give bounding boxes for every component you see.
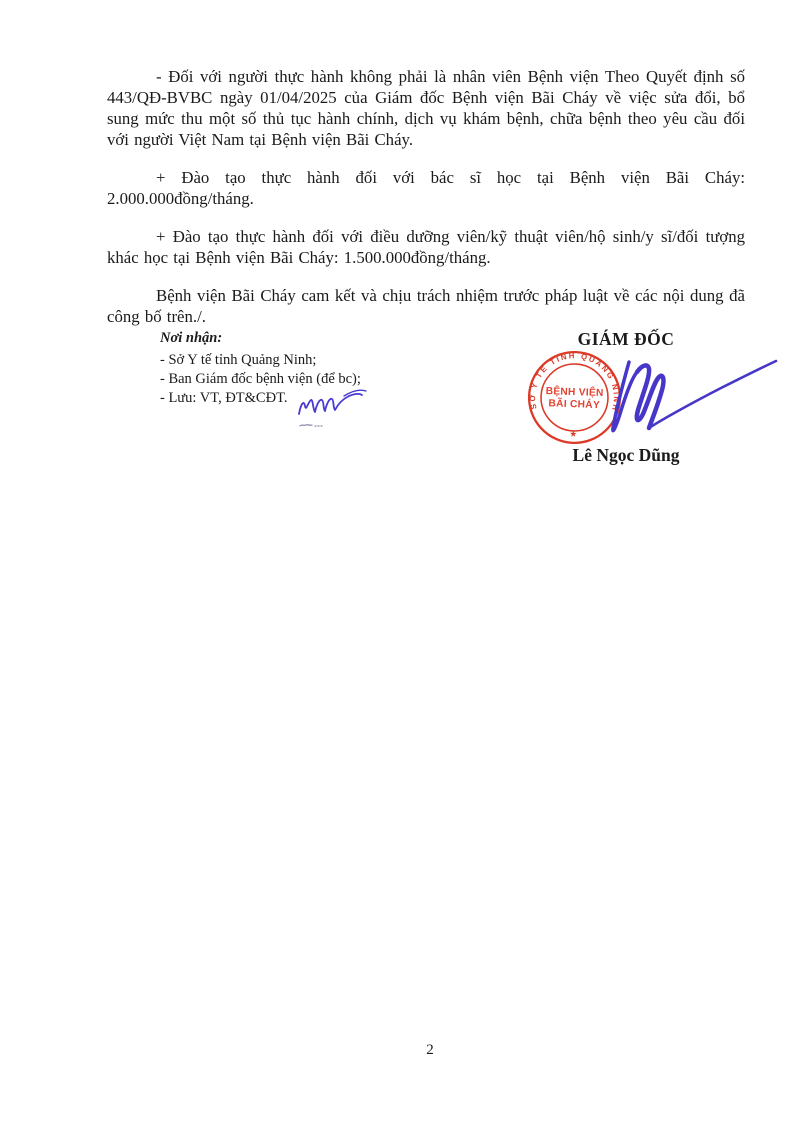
paragraph-4: Bệnh viện Bãi Cháy cam kết và chịu trách nhiệm trước pháp luật về các nội dung đã công bố trên./. (107, 286, 745, 326)
initials-signature-ink (292, 387, 372, 432)
signature-stroke-1 (613, 362, 637, 431)
recipient-item-1: - Sở Y tế tỉnh Quảng Ninh; (160, 352, 317, 368)
paragraph-1: - Đối với người thực hành không phải là nhân viên Bệnh viện Theo Quyết định số 443/QĐ-BVBC ngày 01/04/2025 của Giám đốc Bệnh viện Bãi Cháy về việc sửa đổi, bổ sung mức thu một số thủ tục hành chính, dịch vụ khám bệnh, chữa bệnh theo yêu cầu đối với người Việt Nam tại Bệnh viện Bãi Cháy. (107, 67, 745, 149)
stamp-center-line1: BỆNH VIỆN (545, 386, 604, 400)
signer-title: GIÁM ĐỐC (577, 329, 675, 349)
recipient-item-3: - Lưu: VT, ĐT&CĐT. (160, 390, 288, 406)
micro-scribble (300, 425, 322, 426)
signature-stroke-2 (637, 365, 664, 428)
recipients-heading: Nơi nhận: (160, 330, 223, 346)
stamp-ring-text: SỞ Y TẾ TỈNH QUẢNG NINH (528, 351, 621, 414)
initials-stroke (299, 394, 362, 414)
recipient-item-2: - Ban Giám đốc bệnh viện (để bc); (160, 371, 361, 387)
stamp-star-icon: ★ (569, 428, 578, 439)
page-number: 2 (426, 1042, 434, 1058)
recipients-block (160, 330, 420, 408)
director-signature-ink (596, 348, 796, 448)
paragraph-3: + Đào tạo thực hành đối với điều dưỡng viên/kỹ thuật viên/hộ sinh/y sĩ/đối tượng khác học tại Bệnh viện Bãi Cháy: 1.500.000đồng/tháng. (107, 227, 745, 267)
signature-stroke-3 (649, 361, 776, 428)
signer-name: Lê Ngọc Dũng (572, 445, 680, 465)
stamp-center-line2: BÃI CHÁY (548, 398, 601, 412)
document-body (107, 66, 745, 344)
paragraph-2: + Đào tạo thực hành đối với bác sĩ học tại Bệnh viện Bãi Cháy: 2.000.000đồng/tháng. (107, 168, 745, 208)
